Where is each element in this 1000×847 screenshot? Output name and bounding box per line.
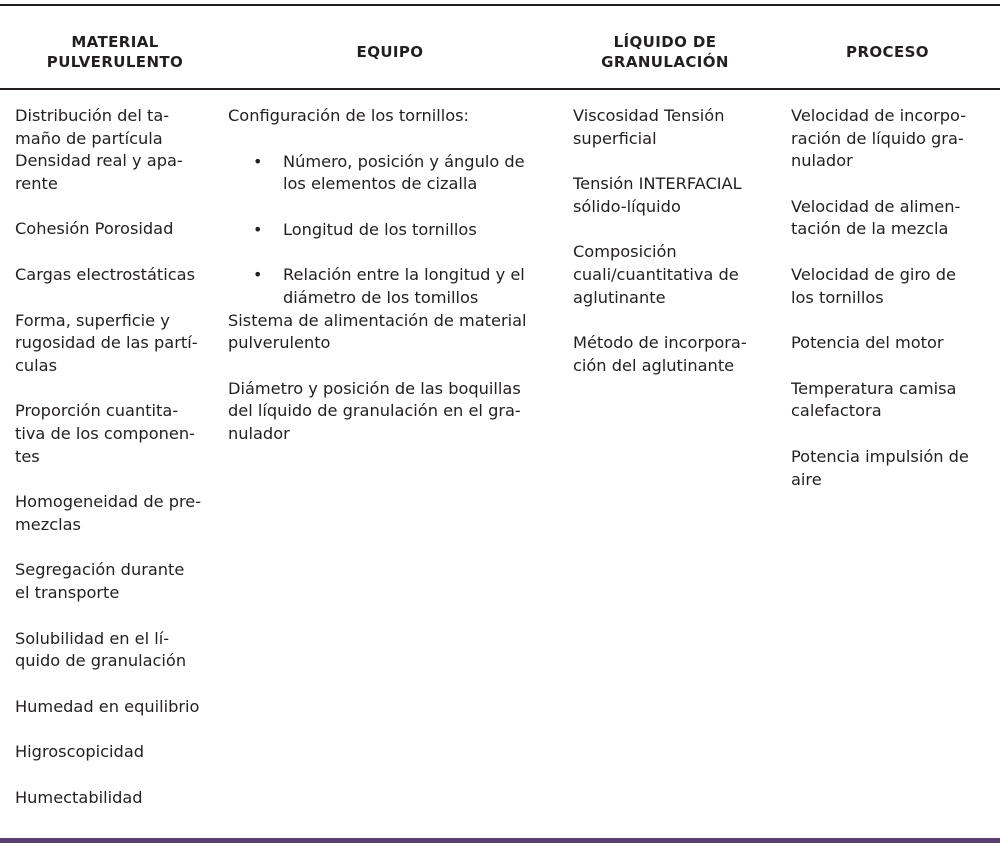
table-cell	[791, 264, 986, 309]
table-cell	[791, 378, 986, 423]
cell-line: Velocidad de giro de	[791, 264, 956, 284]
cell-line: Higroscopicidad	[15, 742, 145, 762]
cell-line: Cargas electrostáticas	[15, 264, 196, 284]
table-cell	[791, 446, 986, 491]
cell-line: Distribución del ta-	[15, 106, 170, 125]
cell-line: del líquido de granulación en el gra-	[228, 401, 521, 421]
table-cell	[573, 173, 763, 218]
cell-line: Sistema de alimentación de material	[228, 310, 527, 330]
cell-line: Configuración de los tornillos:	[228, 106, 470, 125]
header-line: MATERIAL	[71, 33, 159, 51]
column-liquido-granulacion	[573, 105, 763, 400]
cell-line: Densidad real y apa-	[15, 151, 183, 171]
table-cell	[573, 241, 763, 309]
header-line: LÍQUIDO DE	[613, 33, 717, 51]
list-item	[228, 219, 553, 242]
cell-line: Composición	[573, 242, 677, 262]
cell-line: nulador	[791, 151, 853, 171]
cell-line: sólido-líquido	[573, 196, 681, 216]
header-proceso	[775, 30, 1000, 74]
table-cell	[15, 628, 215, 673]
cell-line: rente	[15, 173, 58, 193]
table-cell	[15, 696, 215, 719]
cell-line: los elementos de cizalla	[283, 174, 478, 194]
cell-line: Potencia del motor	[791, 333, 944, 353]
cell-line: tación de la mezcla	[791, 219, 949, 239]
table-cell	[15, 741, 215, 764]
table-cell	[15, 400, 215, 468]
cell-line: • Relación entre la longitud y el	[283, 265, 525, 285]
cell-line: quido de granulación	[15, 651, 187, 671]
table-cell	[15, 264, 215, 287]
table-cell	[791, 196, 986, 241]
cell-line: mezclas	[15, 514, 81, 534]
cell-line: Diámetro y posición de las boquillas	[228, 378, 521, 398]
table-cell	[228, 105, 553, 128]
table-cell	[228, 310, 553, 355]
table-cell	[15, 218, 215, 241]
table-cell	[15, 310, 215, 378]
header-line: GRANULACIÓN	[601, 53, 729, 71]
cell-line: Velocidad de alimen-	[791, 196, 961, 216]
list-item	[228, 151, 553, 196]
cell-line: Viscosidad Tensión	[573, 106, 725, 125]
cell-line: rugosidad de las partí-	[15, 333, 198, 353]
cell-line: aire	[791, 469, 822, 489]
cell-line: Homogeneidad de pre-	[15, 492, 202, 512]
cell-line: calefactora	[791, 401, 882, 421]
header-line: EQUIPO	[356, 43, 424, 61]
cell-line: Segregación durante	[15, 560, 185, 580]
list-item	[228, 264, 553, 309]
header-rule	[0, 88, 1000, 90]
cell-line: Forma, superficie y	[15, 310, 170, 330]
column-equipo	[228, 105, 553, 469]
cell-line: aglutinante	[573, 287, 666, 307]
cell-line: • Longitud de los tornillos	[283, 219, 477, 239]
table-bottom-rule	[0, 838, 1000, 843]
cell-line: ración de líquido gra-	[791, 128, 964, 148]
header-line: PULVERULENTO	[46, 53, 184, 71]
cell-line: culas	[15, 355, 58, 375]
header-line: PROCESO	[846, 43, 929, 61]
header-liquido-granulacion	[565, 30, 765, 74]
cell-line: tiva de los componen-	[15, 423, 195, 443]
cell-line: • Número, posición y ángulo de	[283, 151, 525, 171]
cell-line: diámetro de los tomillos	[283, 287, 479, 307]
cell-line: pulverulento	[228, 333, 331, 353]
table-cell	[228, 378, 553, 446]
table-cell	[15, 559, 215, 604]
cell-line: Solubilidad en el lí-	[15, 628, 170, 648]
table-cell	[791, 105, 986, 173]
cell-line: Humedad en equilibrio	[15, 696, 200, 716]
cell-line: Velocidad de incorpo-	[791, 106, 967, 125]
column-proceso	[791, 105, 986, 514]
cell-line: Cohesión Porosidad	[15, 219, 174, 239]
cell-line: cuali/cuantitativa de	[573, 264, 739, 284]
cell-line: tes	[15, 446, 40, 466]
table-cell	[15, 787, 215, 810]
cell-line: Proporción cuantita-	[15, 401, 179, 421]
column-material-pulverulento	[15, 105, 215, 832]
cell-line: Tensión INTERFACIAL	[573, 174, 742, 194]
cell-line: maño de partícula	[15, 128, 163, 148]
table-cell	[15, 105, 215, 195]
cell-line: ción del aglutinante	[573, 355, 735, 375]
header-material-pulverulento	[0, 30, 230, 74]
table-cell	[573, 332, 763, 377]
cell-line: los tornillos	[791, 287, 884, 307]
cell-line: el transporte	[15, 582, 120, 602]
header-equipo	[250, 30, 530, 74]
table-top-rule	[0, 4, 1000, 6]
table-cell	[15, 491, 215, 536]
cell-line: Humectabilidad	[15, 787, 143, 807]
cell-line: nulador	[228, 423, 290, 443]
cell-line: Potencia impulsión de	[791, 446, 969, 466]
cell-line: Temperatura camisa	[791, 378, 957, 398]
bullet-list	[228, 151, 553, 310]
table-cell	[791, 332, 986, 355]
table-cell	[573, 105, 763, 150]
cell-line: Método de incorpora-	[573, 333, 747, 353]
cell-line: superficial	[573, 128, 657, 148]
